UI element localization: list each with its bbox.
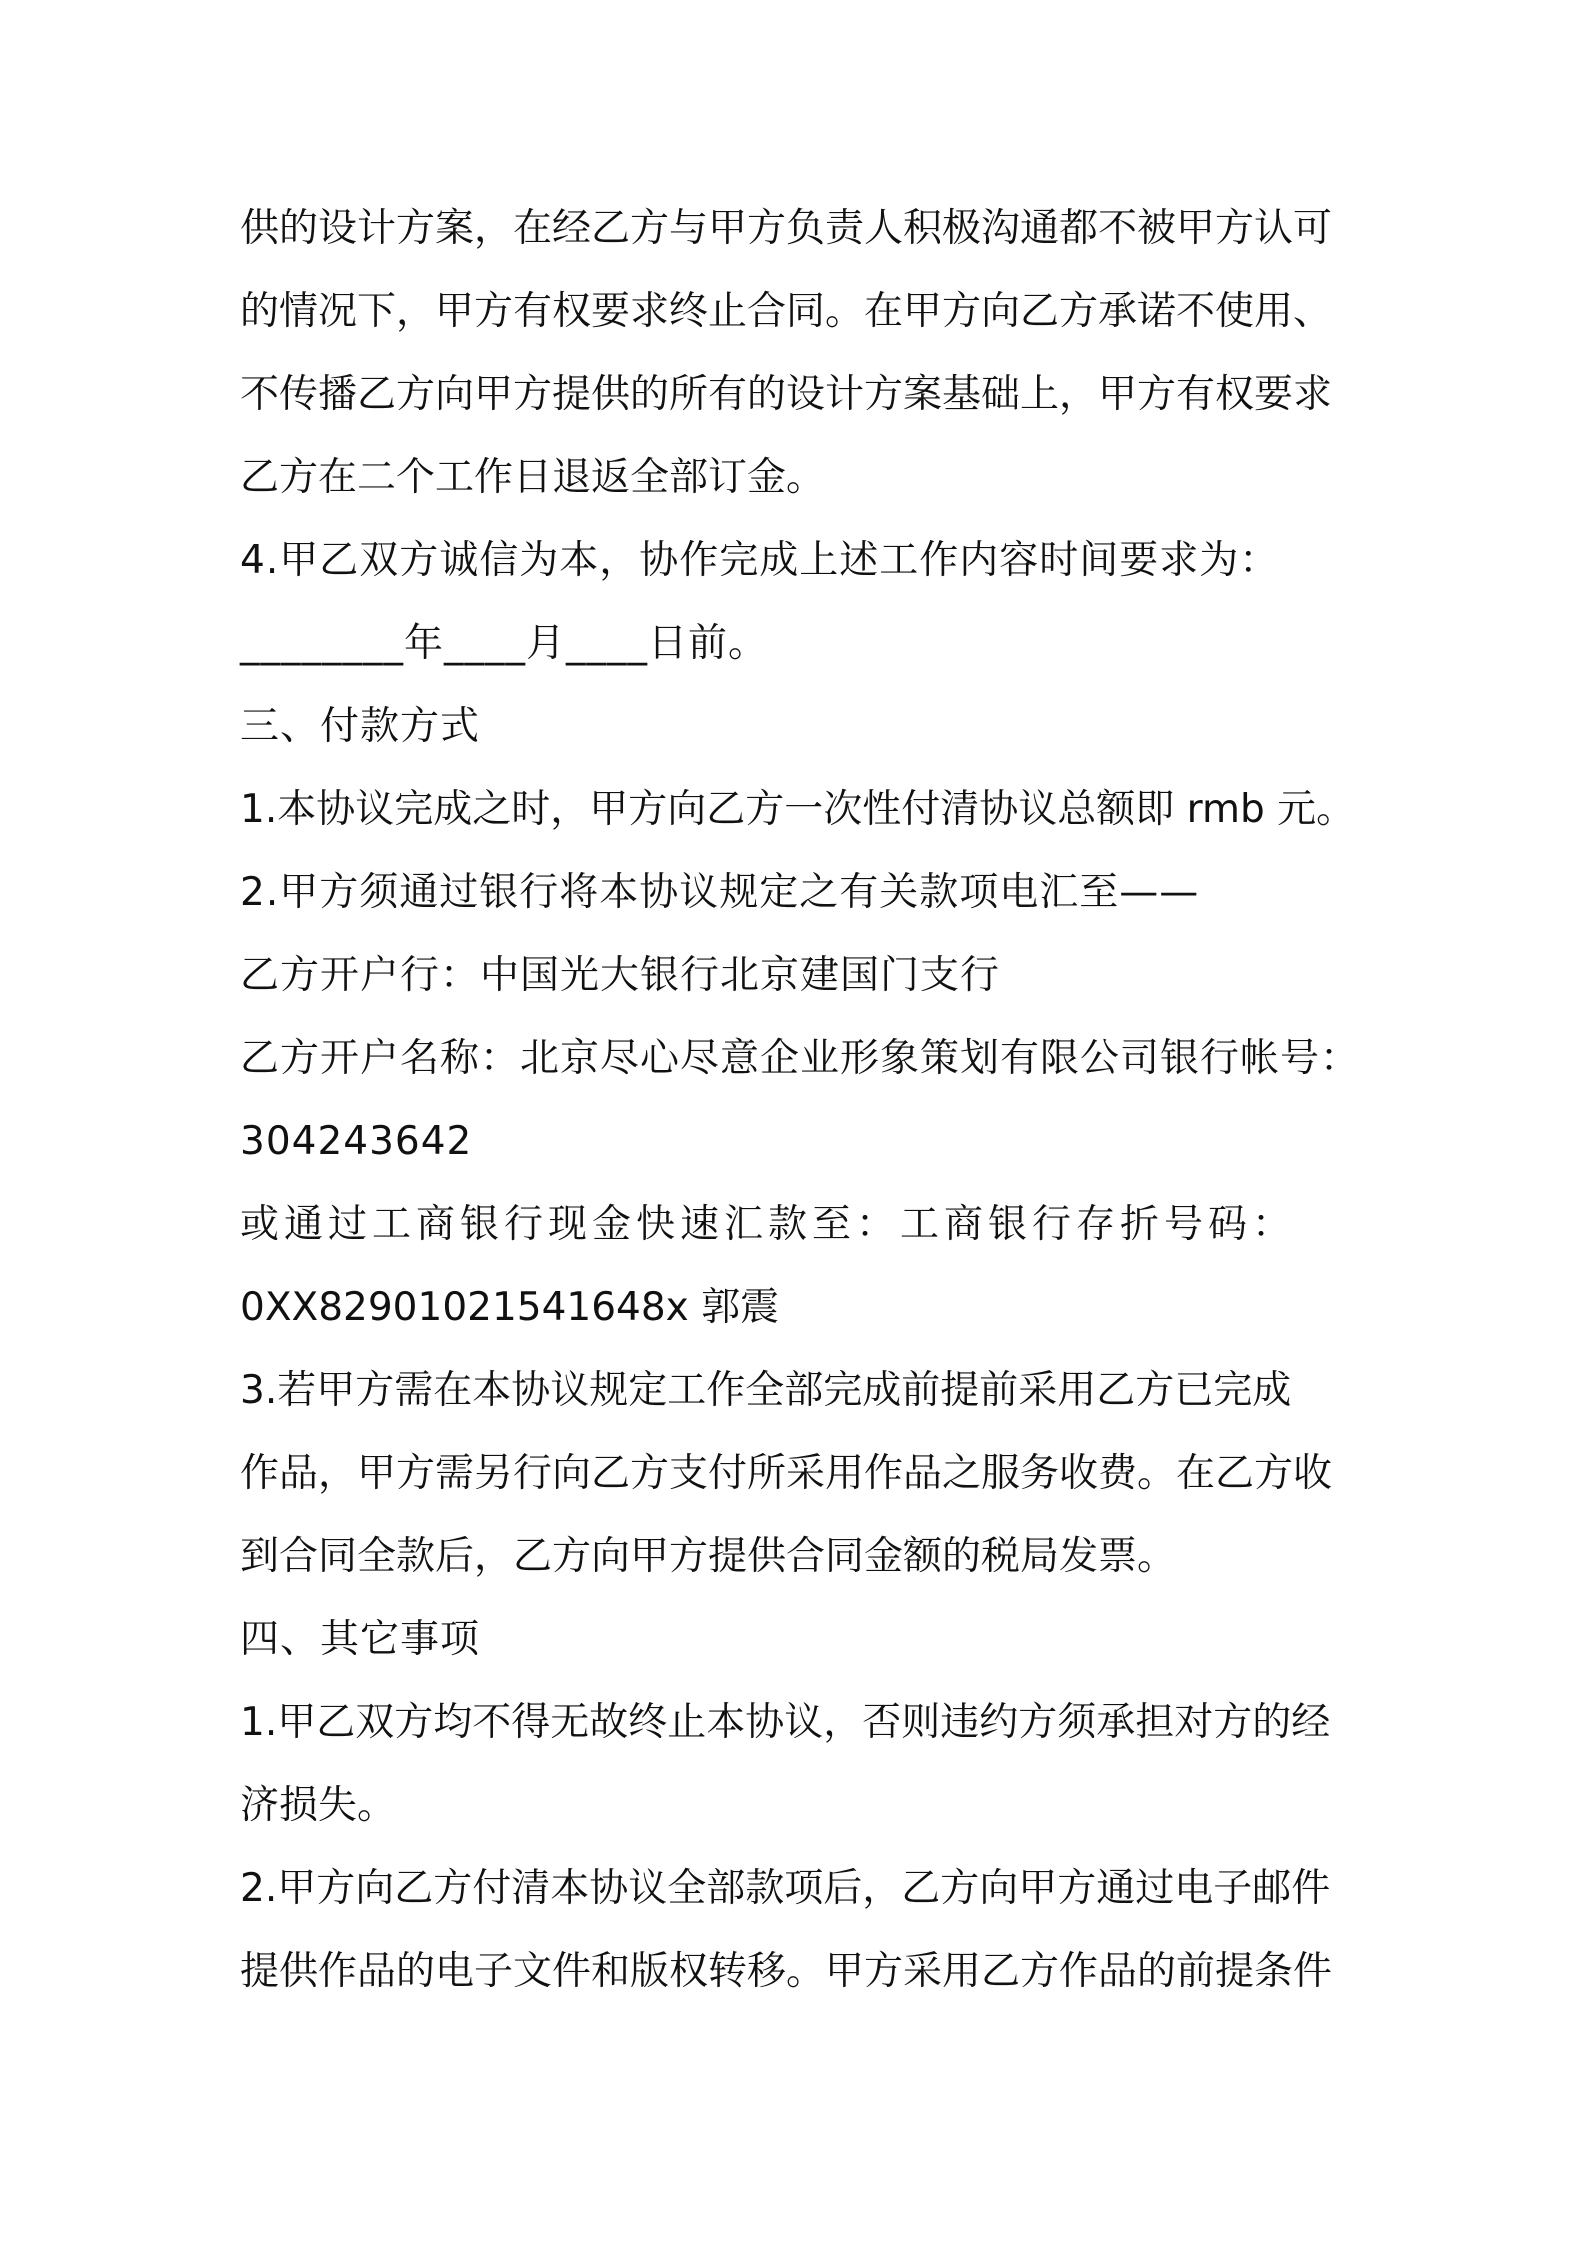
text-line: 乙方开户名称：北京尽心尽意企业形象策划有限公司银行帐号： — [240, 1036, 1361, 1081]
text-line: 济损失。 — [240, 1783, 397, 1828]
text-line: 或通过工商银行现金快速汇款至：工商银行存折号码： — [240, 1202, 1297, 1247]
passbook-number: 0XX82901021541648x 郭震 — [240, 1285, 780, 1330]
text-line: 供的设计方案，在经乙方与甲方负责人积极沟通都不被甲方认可 — [240, 206, 1333, 251]
text-line: 2.甲方向乙方付清本协议全部款项后，乙方向甲方通过电子邮件 — [240, 1866, 1331, 1911]
text-line: ________年____月____日前。 — [240, 621, 769, 666]
document-body — [240, 198, 1360, 2024]
text-line: 不传播乙方向甲方提供的所有的设计方案基础上，甲方有权要求 — [240, 372, 1333, 417]
text-line: 乙方在二个工作日退返全部订金。 — [240, 455, 826, 500]
section-heading-payment: 三、付款方式 — [240, 704, 481, 749]
text-line: 到合同全款后，乙方向甲方提供合同金额的税局发票。 — [240, 1534, 1177, 1579]
text-line: 提供作品的电子文件和版权转移。甲方采用乙方作品的前提条件 — [240, 1949, 1333, 1994]
text-line: 1.本协议完成之时，甲方向乙方一次性付清协议总额即 rmb 元。 — [240, 787, 1356, 832]
text-line: 2.甲方须通过银行将本协议规定之有关款项电汇至—— — [240, 870, 1200, 915]
text-line: 乙方开户行：中国光大银行北京建国门支行 — [240, 953, 1001, 998]
text-line: 3.若甲方需在本协议规定工作全部完成前提前采用乙方已完成 — [240, 1368, 1292, 1413]
text-line: 1.甲乙双方均不得无故终止本协议，否则违约方须承担对方的经 — [240, 1700, 1331, 1745]
account-number: 304243642 — [240, 1119, 473, 1164]
text-line: 的情况下，甲方有权要求终止合同。在甲方向乙方承诺不使用、 — [240, 289, 1333, 334]
text-line: 4.甲乙双方诚信为本，协作完成上述工作内容时间要求为： — [240, 538, 1280, 583]
section-heading-other-matters: 四、其它事项 — [240, 1617, 481, 1662]
text-line: 作品，甲方需另行向乙方支付所采用作品之服务收费。在乙方收 — [240, 1451, 1333, 1496]
